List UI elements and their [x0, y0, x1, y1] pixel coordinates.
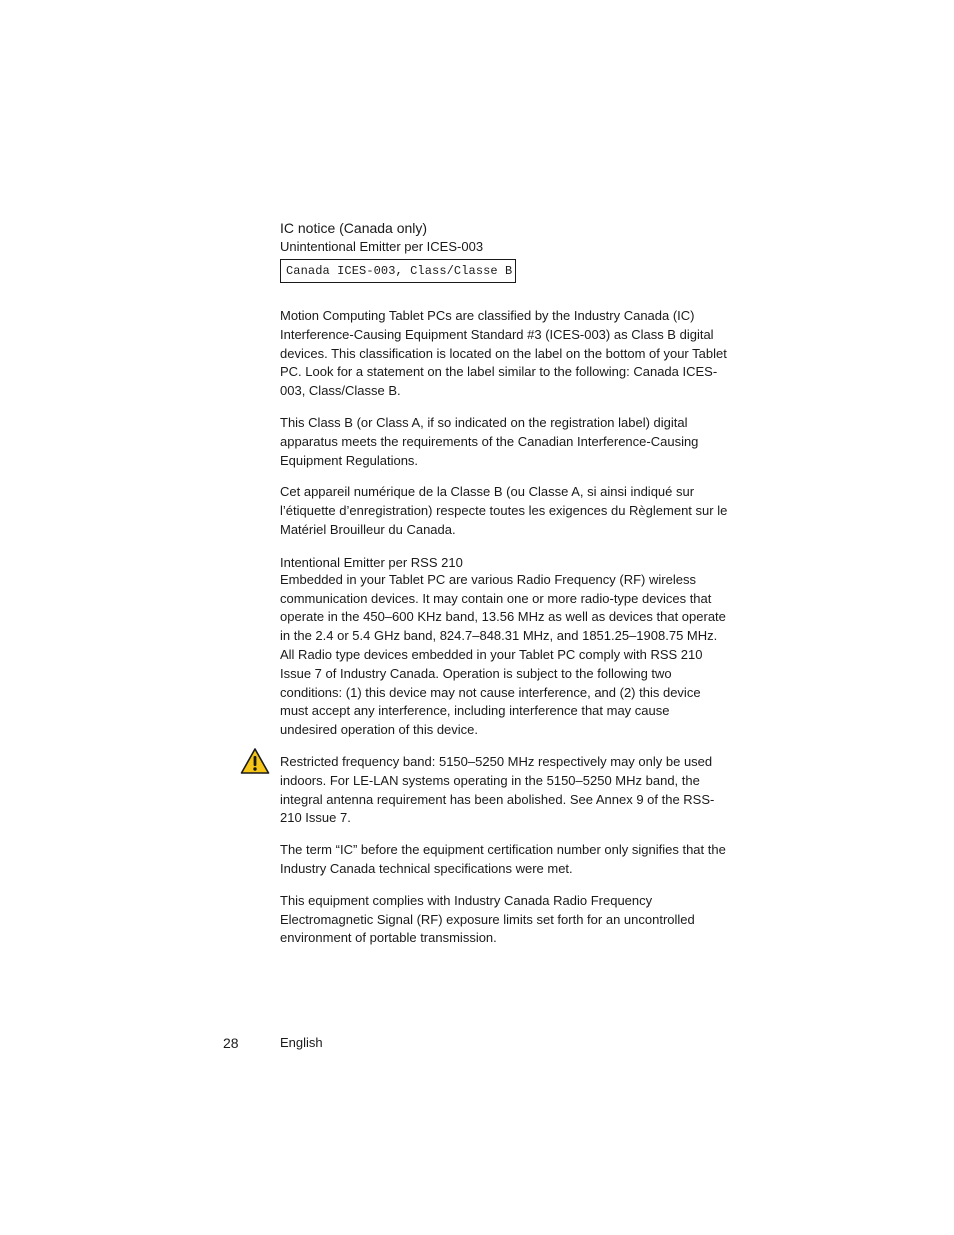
warning-text: Restricted frequency band: 5150–5250 MHz respectively may only be used indoors. For LE-LAN systems operating in the 5150–5250 MHz band, the integral antenna requirement has been abolished. See Annex 9 of the RSS-210 Issue 7.	[280, 753, 715, 826]
ices-label-box: Canada ICES-003, Class/Classe B	[280, 259, 516, 283]
footer-language: English	[280, 1035, 323, 1050]
intentional-emitter-section	[280, 554, 730, 740]
classification-paragraph: Motion Computing Tablet PCs are classified by the Industry Canada (IC) Interference-Causing Equipment Standard #3 (ICES-003) as Class B digital devices. This classification is located on the label on the bottom of your Tablet PC. Look for a statement on the label similar to the following: Canada ICES-003, Class/Classe B.	[280, 308, 727, 399]
intentional-emitter-body: Embedded in your Tablet PC are various Radio Frequency (RF) wireless communication devices. It may contain one or more radio-type devices that operate in the 450–600 KHz band, 13.56 MHz as well as devices that operate in the 2.4 or 5.4 GHz band, 824.7–848.31 MHz, and 1851.25–1908.75 MHz. All Radio type devices embedded in your Tablet PC comply with RSS 210 Issue 7 of Industry Canada. Operation is subject to the following two conditions: (1) this device may not cause interference, and (2) this device must accept any interference, including interference that may cause undesired operation of this device.	[280, 571, 726, 738]
unintentional-emitter-heading: Unintentional Emitter per ICES-003	[280, 239, 484, 254]
ic-notice-section	[280, 219, 730, 948]
warning-note	[280, 753, 730, 828]
french-paragraph: Cet appareil numérique de la Classe B (ou Classe A, si ainsi indiqué sur l’étiquette d’enregistration) respecte toutes les exigences du Règlement sur le Matériel Brouilleur du Canada.	[280, 484, 728, 537]
section-title: IC notice (Canada only)	[280, 220, 428, 236]
page-number: 28	[223, 1035, 239, 1051]
rf-exposure-paragraph: This equipment complies with Industry Canada Radio Frequency Electromagnetic Signal (RF) exposure limits set forth for an uncontrolled environment of portable transmission.	[280, 892, 695, 946]
class-b-paragraph: This Class B (or Class A, if so indicated on the registration label) digital apparatus meets the requirements of the Canadian Interference-Causing Equipment Regulations.	[280, 414, 699, 468]
ic-term-paragraph: The term “IC” before the equipment certification number only signifies that the Industry Canada technical specifications were met.	[280, 842, 726, 876]
warning-triangle-icon	[240, 747, 270, 775]
intentional-emitter-heading: Intentional Emitter per RSS 210	[280, 554, 463, 570]
